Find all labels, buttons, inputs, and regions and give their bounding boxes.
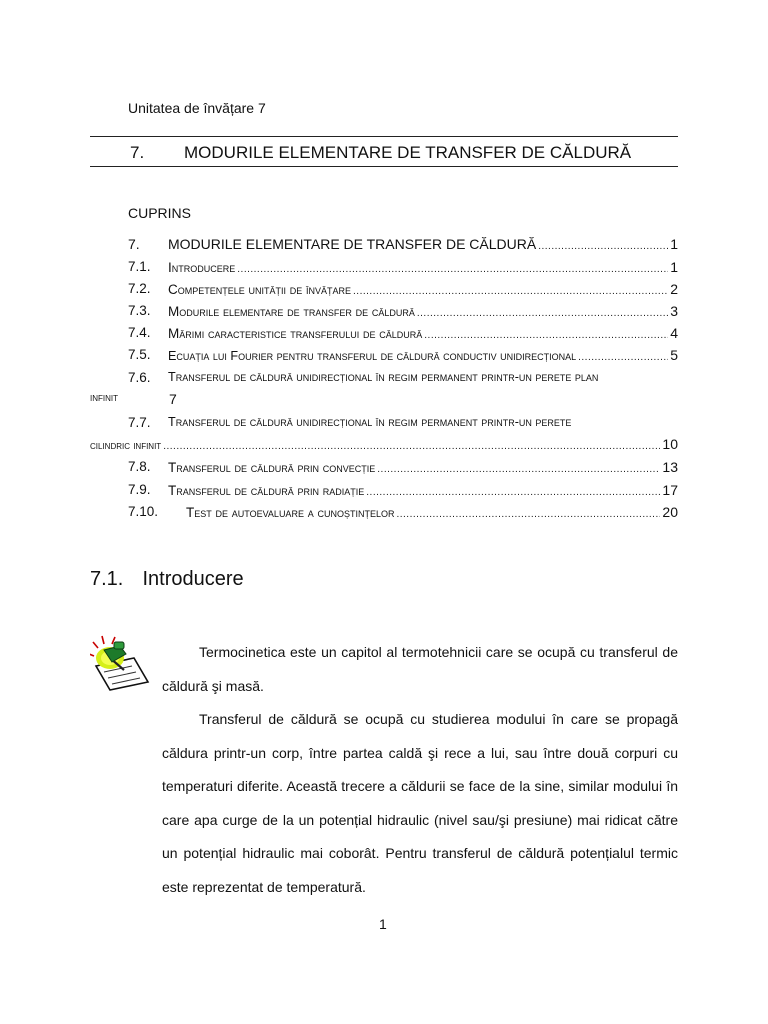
toc-label: Introducere xyxy=(168,260,236,275)
toc-page: 13 xyxy=(662,459,678,475)
toc-leader xyxy=(237,264,668,275)
toc-number: 7.4. xyxy=(128,325,151,340)
toc-leader xyxy=(396,509,660,520)
toc-page: 1 xyxy=(670,259,678,275)
toc-page: 20 xyxy=(662,504,678,520)
toc-entry[interactable] xyxy=(0,482,768,504)
toc-number: 7.9. xyxy=(128,482,151,497)
toc-leader xyxy=(538,241,668,252)
toc-number: 7.2. xyxy=(128,281,151,296)
toc-label: MODURILE ELEMENTARE DE TRANSFER DE CĂLDURĂ xyxy=(168,236,537,252)
toc-entry[interactable] xyxy=(0,303,768,325)
toc-page: 1 xyxy=(670,236,678,252)
toc-leader xyxy=(163,441,660,452)
toc-entry[interactable] xyxy=(0,504,768,526)
toc-entry[interactable] xyxy=(0,325,768,347)
toc-number: 7.6. xyxy=(128,370,151,385)
toc-label-line1: Transferul de căldură unidirecțional în regim permanent printr-un perete xyxy=(168,415,572,429)
paragraph: Transferul de căldură se ocupă cu studierea modului în care se propagă căldura printr-un corp, între partea caldă şi rece a lui, sau între două corpuri cu temperaturi diferite. Această trecere a căldurii se face de la sine, similar modului în care apa curge de la un potențial hidraulic (nivel sau/şi presiune) mai ridicat către un potențial hidraulic mai coborât. Pentru transferul de căldură potențialul termic este reprezentat de temperatură. xyxy=(162,711,678,895)
toc-entry[interactable] xyxy=(0,281,768,303)
toc-page: 7 xyxy=(169,391,177,407)
toc-label-line2: infinit xyxy=(90,392,118,404)
toc-entry[interactable] xyxy=(0,459,768,481)
toc-leader xyxy=(417,308,668,319)
toc-heading: CUPRINS xyxy=(128,205,192,221)
toc-label-line2: cilindric infinit xyxy=(90,440,162,452)
toc-number: 7.10. xyxy=(128,504,159,519)
toc-leader xyxy=(424,330,668,341)
toc-label: Transferul de căldură prin convecție xyxy=(168,460,376,475)
toc-leader xyxy=(377,464,660,475)
toc-number: 7.1. xyxy=(128,259,151,274)
header-rule-bottom xyxy=(90,166,678,167)
unit-header: Unitatea de învățare 7 xyxy=(128,100,266,116)
toc-page: 5 xyxy=(670,347,678,363)
toc-page: 10 xyxy=(662,436,678,452)
toc-entry-main[interactable] xyxy=(0,236,768,258)
toc-label: Mărimi caracteristice transferului de căldură xyxy=(168,326,423,341)
pushpin-note-icon xyxy=(90,632,154,692)
toc-leader xyxy=(366,487,660,498)
toc-label: Transferul de căldură prin radiație xyxy=(168,483,365,498)
toc-label: Test de autoevaluare a cunoștințelor xyxy=(186,505,395,520)
toc-page: 17 xyxy=(662,482,678,498)
toc-label: Modurile elementare de transfer de căldură xyxy=(168,304,415,319)
chapter-number: 7. xyxy=(130,143,145,162)
toc-leader xyxy=(578,352,668,363)
toc-page: 3 xyxy=(670,303,678,319)
section-heading xyxy=(90,568,244,591)
toc-page: 4 xyxy=(670,325,678,341)
toc-label: Competențele unității de învățare xyxy=(168,282,352,297)
page-number: 1 xyxy=(379,916,387,932)
toc-number: 7.3. xyxy=(128,303,151,318)
toc-number: 7.8. xyxy=(128,459,151,474)
toc-number: 7.5. xyxy=(128,347,151,362)
header-rule-top xyxy=(90,136,678,137)
toc-label: Ecuația lui Fourier pentru transferul de căldură conductiv unidirecțional xyxy=(168,349,577,363)
toc-number: 7.7. xyxy=(128,415,151,430)
toc-leader xyxy=(353,286,668,297)
toc-label-line1: Transferul de căldură unidirecțional în regim permanent printr-un perete plan xyxy=(168,370,599,384)
toc-page: 2 xyxy=(670,281,678,297)
toc-entry[interactable] xyxy=(0,259,768,281)
toc-number: 7. xyxy=(128,236,140,252)
paragraph: Termocinetica este un capitol al termotehnicii care se ocupă cu transferul de căldură şi masă. xyxy=(162,644,678,694)
section-title: Introducere xyxy=(142,568,244,590)
chapter-title: MODURILE ELEMENTARE DE TRANSFER DE CĂLDURĂ xyxy=(184,143,632,162)
toc-entry[interactable] xyxy=(0,347,768,369)
section-number: 7.1. xyxy=(90,568,124,590)
